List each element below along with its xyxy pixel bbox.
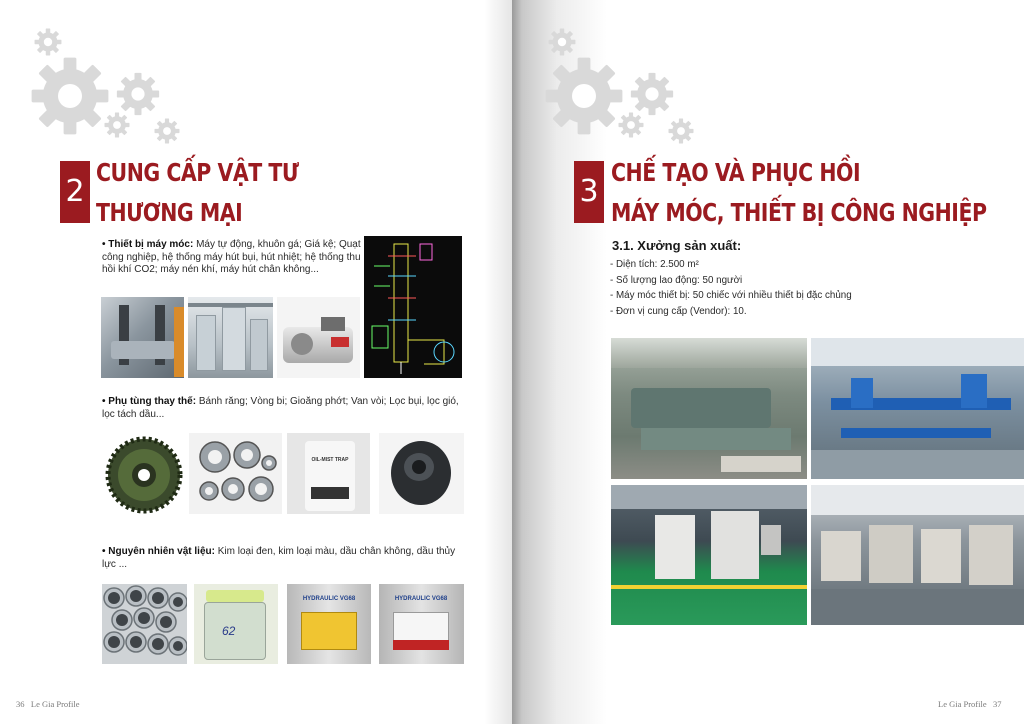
gears-decoration-icon (28, 28, 188, 148)
dust-extraction-system-image (188, 297, 273, 378)
section-number: 2 (60, 161, 90, 223)
oil-jar-image (194, 584, 278, 664)
left-footer-text: Le Gia Profile (30, 699, 80, 709)
spare-parts-label: • Phụ tùng thay thế: (102, 396, 197, 407)
equipment-text: Máy tự động, khuôn gá; Giá kệ; Quạt công nghiệp, hệ thống máy hút bụi, hút nhiệt; hệ thống thu hồi khí CO2; máy nén khí, máy hút chân không... (102, 239, 361, 275)
jar-label: 62 (222, 624, 236, 638)
list-item: - Đơn vị cung cấp (Vendor): 10. (610, 305, 747, 317)
steel-pipes-image (102, 584, 187, 664)
section-title-line1: CHẾ TẠO VÀ PHỤC HỒI (611, 158, 861, 187)
oil-mist-trap-image (287, 433, 370, 514)
vacuum-pump-image (277, 297, 360, 378)
filter-housing-image (379, 433, 464, 514)
left-page-number: 36 (16, 699, 25, 709)
list-item: - Số lượng lao động: 50 người (610, 274, 743, 286)
equipment-label: • Thiết bị máy móc: (102, 239, 194, 250)
section-title-line2: THƯƠNG MẠI (96, 198, 243, 227)
materials-label: • Nguyên nhiên vật liệu: (102, 546, 215, 557)
right-footer (938, 699, 1002, 709)
hydraulic-label-2: HYDRAULIC VG68 (394, 596, 448, 602)
workshop-info-list (610, 257, 852, 319)
gears-decoration-icon (542, 28, 702, 148)
section-title-line2: MÁY MÓC, THIẾT BỊ CÔNG NGHIỆP (611, 198, 987, 227)
hydraulic-oil-bucket-2-image (379, 584, 464, 664)
ball-bearings-image (189, 433, 282, 514)
workshop-subtitle: 3.1. Xưởng sản xuất: (612, 238, 742, 253)
workshop-cnc-machines-image (611, 485, 807, 625)
hydraulic-label-1: HYDRAULIC VG68 (302, 596, 356, 602)
workshop-lathe-line-image (811, 485, 1024, 625)
section-number: 3 (574, 161, 604, 223)
materials-paragraph (102, 546, 462, 571)
hydraulic-oil-bucket-1-image (287, 584, 371, 664)
right-footer-text: Le Gia Profile (938, 699, 987, 709)
gear-wheel-image (102, 433, 185, 514)
left-footer (16, 699, 80, 709)
mist-trap-label: OIL-MIST TRAP (311, 457, 349, 463)
spare-parts-paragraph (102, 396, 462, 421)
list-item: - Máy móc thiết bị: 50 chiếc với nhiều thiết bị đặc chủng (610, 290, 852, 301)
right-page-number: 37 (993, 699, 1002, 709)
workshop-grinding-machines-image (611, 338, 807, 479)
list-item: - Diện tích: 2.500 m² (610, 259, 699, 270)
cad-drawing-image (364, 236, 462, 378)
materials-text: Kim loại đen, kim loại màu, dầu chân không, dầu thủy lực ... (102, 546, 456, 570)
workshop-assembly-line-image (811, 338, 1024, 479)
automatic-machine-image (101, 297, 184, 378)
equipment-paragraph (102, 239, 370, 277)
spare-parts-text: Bánh răng; Vòng bi; Gioăng phớt; Van vòi; Lọc bụi, lọc gió, lọc tách dầu... (102, 396, 459, 420)
section-title-line1: CUNG CẤP VẬT TƯ (96, 158, 299, 187)
